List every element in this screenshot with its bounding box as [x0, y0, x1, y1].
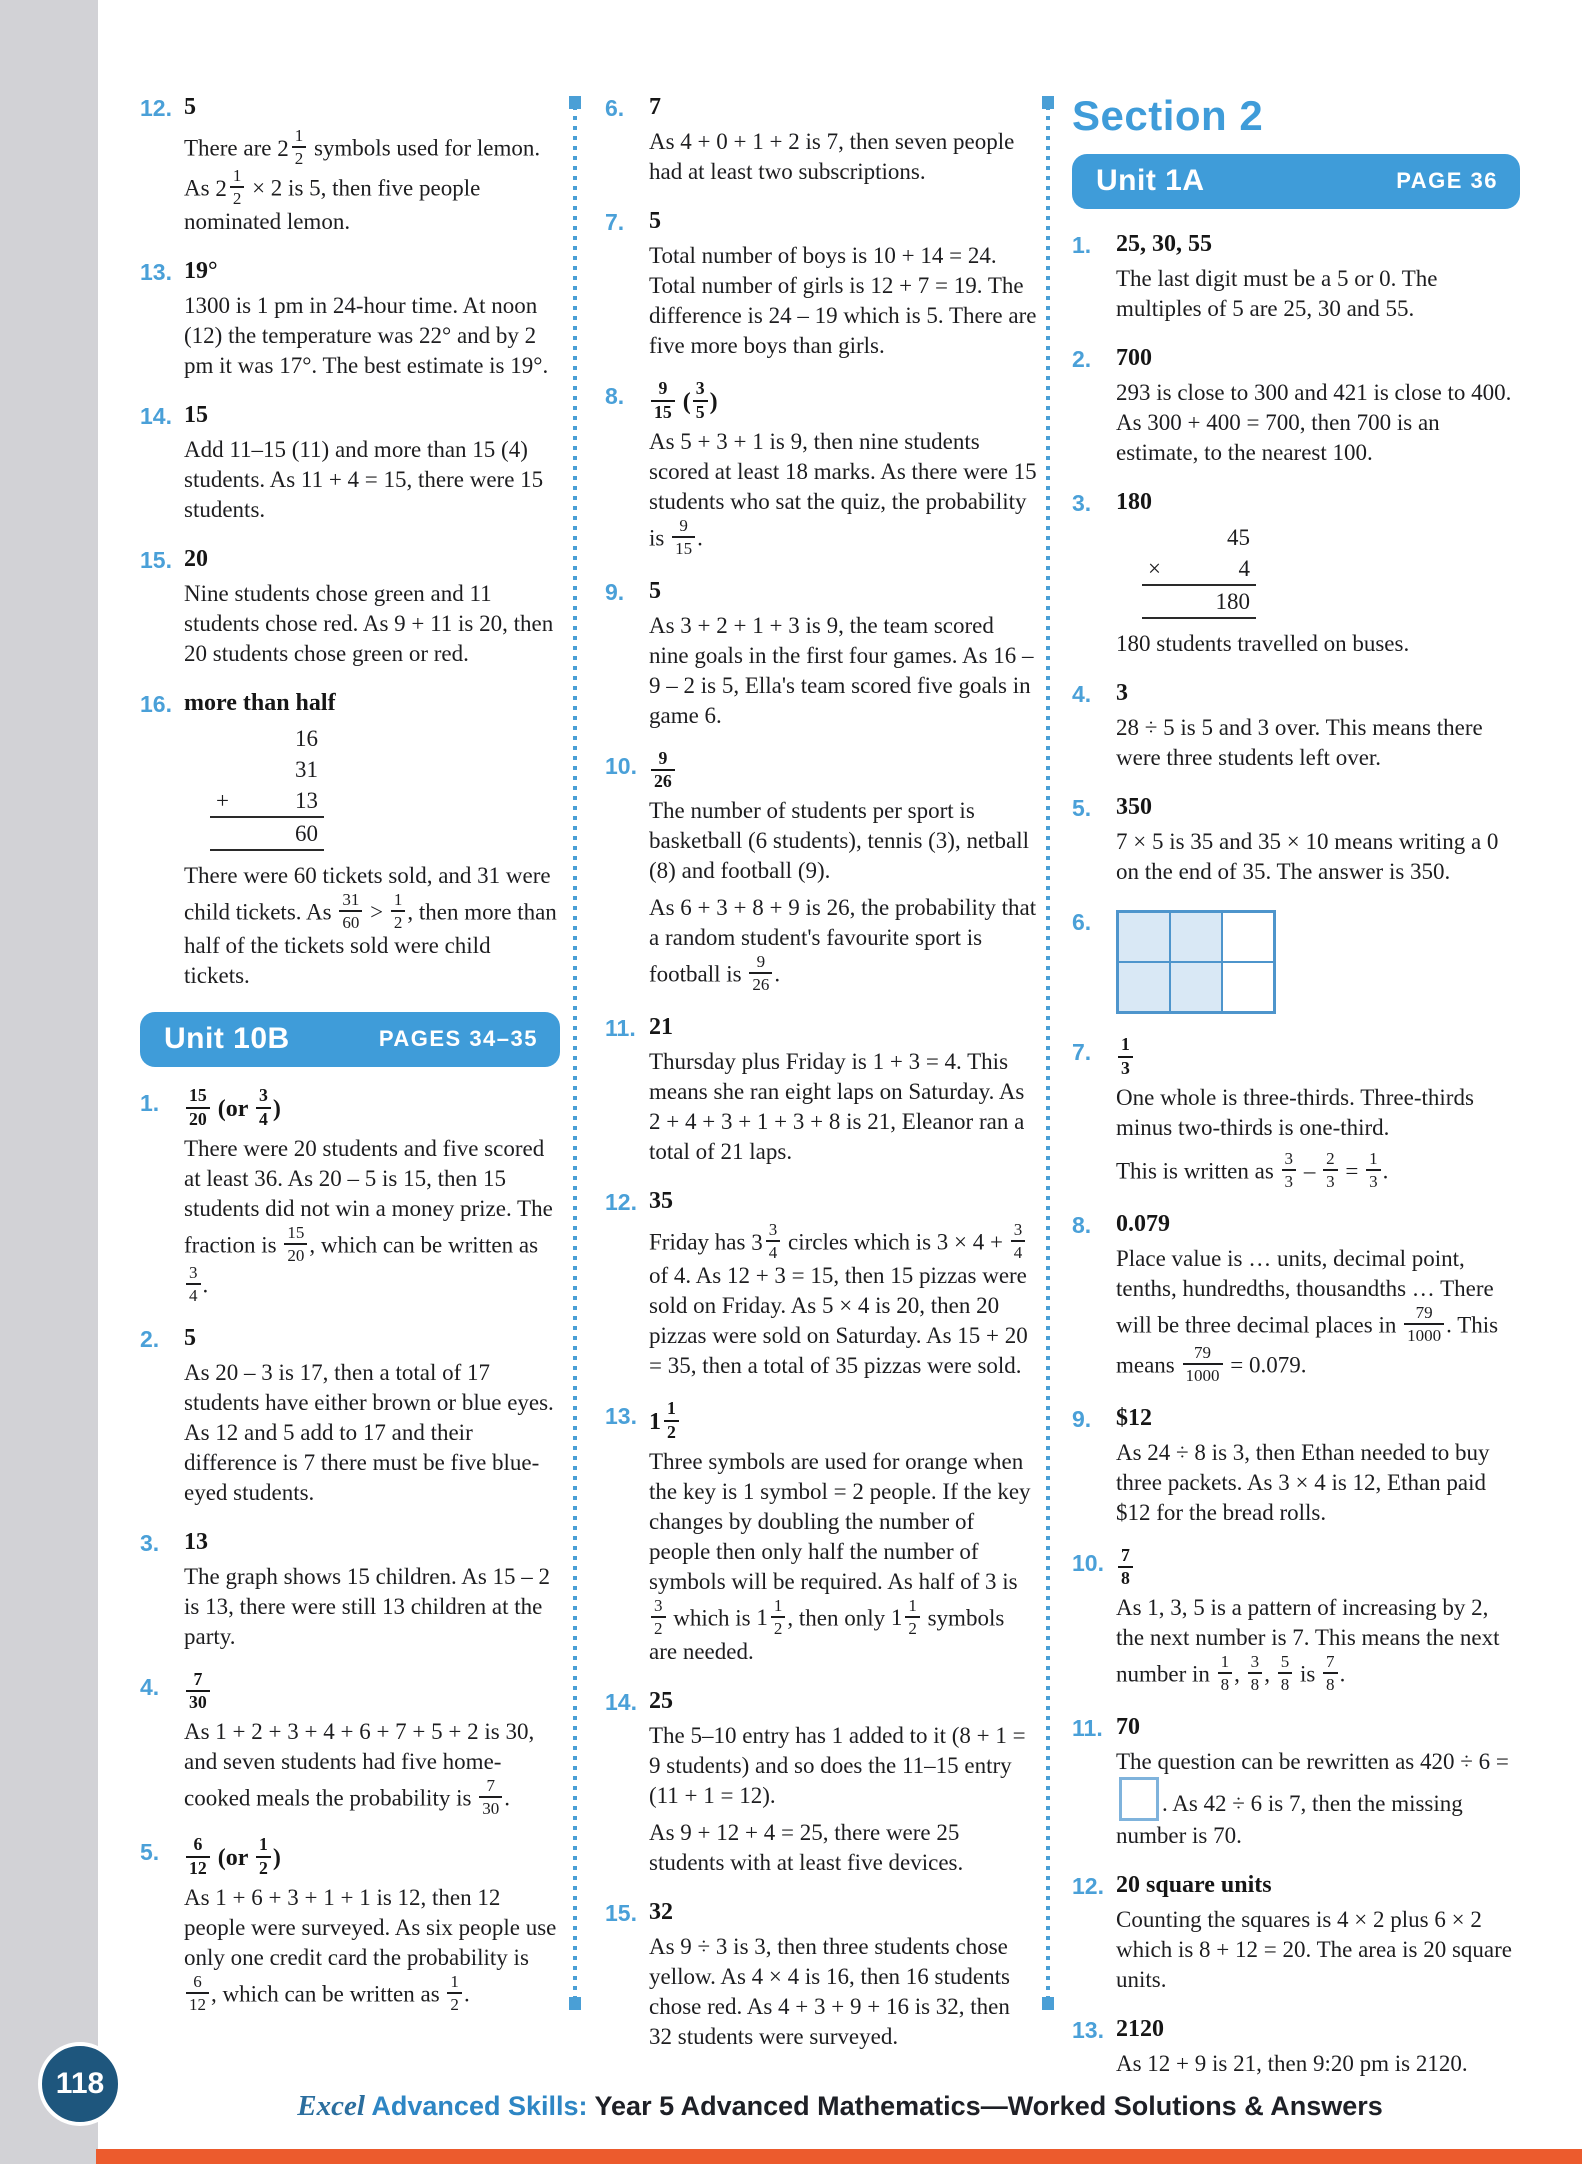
item-content: [184, 92, 560, 244]
operator: [1148, 522, 1174, 553]
fraction: $\frac{3}{2}$: [651, 1597, 666, 1637]
item-number: 12.: [605, 1189, 637, 1216]
answer: [1116, 1544, 1520, 1589]
solution-item: [140, 1527, 560, 1659]
fraction: $\frac{9}{15}$: [672, 517, 695, 557]
item-content: [1116, 1209, 1520, 1391]
solution-item: [605, 92, 1037, 194]
explanation-paragraph: Thursday plus Friday is 1 + 3 = 4. This means she ran eight laps on Saturday. As 2 + 4 + 3 + 1 + 3 + 8 is 21, Eleanor ran a total of 21 laps.: [649, 1049, 1025, 1165]
explanation-paragraph: Add 11–15 (11) and more than 15 (4) students. As 11 + 4 = 15, there were 15 students.: [184, 437, 544, 523]
explanation-paragraph: 28 ÷ 5 is 5 and 3 over. This means there were three students left over.: [1116, 715, 1483, 770]
grid-cell: [1118, 962, 1170, 1012]
footer-title: Year 5 Advanced Mathematics—Worked Solutions & Answers: [594, 2091, 1383, 2121]
explanation-paragraph: As 24 ÷ 8 is 3, then Ethan needed to buy three packets. As 3 × 4 is 12, Ethan paid $12 for the bread rolls.: [1116, 1439, 1490, 1525]
item-number: 11.: [605, 1015, 636, 1042]
item-number: 10.: [605, 752, 637, 779]
item-content: [649, 206, 1037, 368]
solution-item: [140, 544, 560, 676]
item-number: 4.: [140, 1673, 160, 1700]
item-content: [649, 747, 1037, 1001]
explanation-paragraph: 1300 is 1 pm in 24-hour time. At noon (12) the temperature was 22° and by 2 pm it was 17°. The best estimate is 19°.: [184, 293, 549, 379]
item-content: [184, 544, 560, 676]
answer: 5: [649, 577, 661, 604]
column-2: [605, 92, 1037, 2071]
fraction-grid: [1116, 910, 1276, 1014]
mixed-number: 1 $\frac{1}{2}$: [756, 1605, 787, 1630]
working-row: [210, 723, 324, 754]
page-number: 118: [55, 2067, 105, 2100]
explanation-paragraph: The graph shows 15 children. As 15 – 2 is 13, there were still 13 children at the party.: [184, 1563, 551, 1649]
explanation-paragraph: There were 60 tickets sold, and 31 were child tickets. As $\frac{31}{60}$ > $\frac{1}{2}$ , then more than half of the tickets sold were child tickets.: [184, 863, 557, 989]
fraction: $\frac{9}{26}$: [651, 750, 675, 792]
item-number: 2.: [1072, 346, 1092, 372]
operator: +: [216, 788, 229, 814]
explanation-paragraph: As 6 + 3 + 8 + 9 is 26, the probability that a random student's favourite sport is football is $\frac{9}{26}$ .: [649, 895, 1037, 995]
fraction: $\frac{3}{3}$: [1282, 1150, 1297, 1190]
operand: 45: [1227, 525, 1250, 550]
item-content: [1116, 1403, 1520, 1535]
fraction: $\frac{3}{8}$: [1248, 1653, 1263, 1693]
answer: 5: [184, 94, 196, 120]
column-separator-1: [573, 106, 577, 2006]
solution-item: [140, 1668, 560, 1825]
answer: 25: [649, 1687, 673, 1714]
mixed-number: 1 $\frac{1}{2}$: [891, 1605, 922, 1630]
answer: 2120: [1116, 2016, 1164, 2043]
item-number: 1.: [1072, 232, 1092, 258]
fraction: $\frac{3}{4}$: [256, 1087, 271, 1129]
mixed-number: 2 $\frac{1}{2}$: [215, 176, 246, 201]
item-number: 10.: [1072, 1549, 1104, 1576]
item-number: 6.: [1072, 909, 1092, 935]
answer: [1116, 1036, 1520, 1078]
fraction: $\frac{15}{20}$: [284, 1224, 307, 1264]
explanation-paragraph: Three symbols are used for orange when the key is 1 symbol = 2 people. If the key changes by doubling the number of people then only half the number of symbols will be required. As half of 3 is $\frac{3}{2}$ which is 1 $\frac{1}{2}$ , then only 1 $\frac{1}{2}$ symbols are needed.: [649, 1448, 1031, 1664]
item-number: 8.: [1072, 1211, 1092, 1238]
unit-header: [140, 1012, 560, 1067]
fraction: $\frac{7}{30}$: [479, 1777, 502, 1817]
grid-cell: [1222, 962, 1274, 1012]
solution-item: [1072, 343, 1520, 475]
solution-item: [605, 1686, 1037, 1885]
fraction: $\frac{7}{8}$: [1323, 1653, 1338, 1693]
operand: 31: [295, 757, 318, 783]
vertical-working: [1142, 522, 1256, 619]
vertical-working: [210, 723, 324, 851]
item-number: 12.: [140, 95, 172, 121]
explanation-paragraph: The question can be rewritten as 420 ÷ 6 = . As 42 ÷ 6 is 7, then the missing number is 70.: [1116, 1749, 1509, 1849]
answer: 180: [1116, 489, 1152, 515]
solution-item: [605, 1400, 1037, 1674]
item-number: 2.: [140, 1325, 160, 1352]
item-number: 9.: [605, 578, 625, 605]
fraction: $\frac{31}{60}$: [339, 891, 362, 931]
section-title: Section 2: [1072, 92, 1264, 139]
item-number: 13.: [140, 259, 172, 286]
explanation-paragraph: This is written as $\frac{3}{3}$ – $\frac{2}{3}$ = $\frac{1}{3}$ .: [1116, 1148, 1389, 1191]
answer: 32: [649, 1898, 673, 1925]
answer: more than half: [184, 690, 336, 717]
item-content: [1116, 906, 1520, 1024]
solution-item: [1072, 229, 1520, 331]
explanation-paragraph: As 5 + 3 + 1 is 9, then nine students scored at least 18 marks. As there were 15 students who sat the quiz, the probability is $\frac{9}{15}$ .: [649, 428, 1037, 558]
fraction: $\frac{9}{26}$: [749, 953, 772, 993]
answer: 20: [184, 546, 208, 573]
unit-title: Unit 1A: [1096, 164, 1205, 197]
answer: 5: [649, 208, 661, 234]
item-content: [649, 1400, 1037, 1674]
item-number: 4.: [1072, 681, 1092, 707]
mixed-number: 1 $\frac{1}{2}$: [649, 1409, 681, 1435]
grid-cell: [1170, 962, 1222, 1012]
fraction: $\frac{1}{2}$: [256, 1836, 271, 1878]
working-result-row: [210, 818, 324, 851]
operator: ×: [1148, 556, 1161, 581]
solution-item: [1072, 1036, 1520, 1197]
explanation-paragraph: 7 × 5 is 35 and 35 × 10 means writing a 0 on the end of 35. The answer is 350.: [1116, 829, 1499, 884]
solution-item: [605, 576, 1037, 738]
item-number: 7.: [1072, 1039, 1092, 1065]
answer: 15: [184, 402, 208, 429]
item-number: 11.: [1072, 1715, 1103, 1742]
explanation-paragraph: As 1, 3, 5 is a pattern of increasing by 2, the next number is 7. This means the next number in $\frac{1}{8}$ , $\frac{3}{8}$ , $\frac{5}{8}$ is $\frac{7}{8}$ .: [1116, 1595, 1500, 1695]
answer: [184, 1668, 560, 1713]
mixed-number: 2 $\frac{1}{2}$: [277, 136, 308, 161]
item-content: [184, 1527, 560, 1659]
explanation-paragraph: Counting the squares is 4 × 2 plus 6 × 2 which is 8 + 12 = 20. The area is 20 square units.: [1116, 1907, 1512, 1993]
solution-item: [140, 1087, 560, 1311]
fraction: $\frac{1}{3}$: [1118, 1036, 1133, 1078]
solution-item: [1072, 1403, 1520, 1535]
working-row: [210, 785, 324, 818]
solution-item: [1072, 1712, 1520, 1858]
solution-item: [140, 1836, 560, 2020]
item-content: [184, 256, 560, 388]
item-content: [184, 400, 560, 532]
solution-item: [605, 1186, 1037, 1388]
unit-pages-label: PAGE 36: [1396, 168, 1498, 193]
unit-header: [1072, 154, 1520, 209]
fraction: $\frac{3}{5}$: [693, 380, 708, 422]
item-content: [184, 1087, 560, 1311]
explanation-paragraph: 180 students travelled on buses.: [1116, 631, 1410, 656]
answer: 5: [184, 1324, 196, 1351]
fraction: $\frac{9}{15}$: [651, 380, 675, 422]
item-number: 7.: [605, 209, 625, 235]
fraction: $\frac{7}{8}$: [1118, 1547, 1133, 1589]
mixed-number: 3 $\frac{3}{4}$: [751, 1230, 782, 1255]
explanation-paragraph: Total number of boys is 10 + 14 = 24. Total number of girls is 12 + 7 = 19. The difference is 24 – 19 which is 5. There are five more boys than girls.: [649, 243, 1037, 358]
operand: 4: [1238, 556, 1250, 581]
item-number: 1.: [140, 1090, 160, 1117]
solution-item: [140, 256, 560, 388]
grid-cell: [1222, 912, 1274, 962]
solution-item: [1072, 2014, 1520, 2086]
item-content: [184, 688, 560, 998]
item-number: 14.: [140, 403, 172, 430]
fraction: $\frac{3}{4}$: [1011, 1221, 1026, 1261]
working-row: [1142, 522, 1256, 553]
answer: [649, 747, 1037, 792]
solution-item: [1072, 906, 1520, 1024]
item-content: [184, 1323, 560, 1515]
explanation-paragraph: Place value is … units, decimal point, tenths, hundredths, thousandths … There will be three decimal places in $\frac{79}{1000}$ . This means $\frac{79}{1000}$ = 0.079.: [1116, 1245, 1499, 1385]
footer-brand-excel: Excel: [297, 2090, 365, 2122]
explanation-paragraph: Friday has 3 $\frac{3}{4}$ circles which is 3 × 4 + $\frac{3}{4}$ of 4. As 12 + 3 = 15, then 15 pizzas were sold on Friday. As 5 × 4 is 20, then 20 pizzas were sold on Saturday. As 15 + 20 = 35, then a total of 35 pizzas were sold.: [649, 1220, 1028, 1379]
item-number: 6.: [605, 95, 625, 121]
unit-title: Unit 10B: [164, 1022, 290, 1056]
operator: [216, 723, 242, 754]
fraction: $\frac{2}{3}$: [1323, 1150, 1338, 1190]
item-content: [1116, 1712, 1520, 1858]
solution-item: [605, 380, 1037, 564]
item-number: 8.: [605, 383, 625, 409]
answer: 3: [1116, 680, 1128, 706]
answer: 19°: [184, 258, 218, 285]
operand: 16: [295, 726, 318, 752]
grid-cell: [1170, 912, 1222, 962]
answer: $\frac{9}{15}$ ( $\frac{3}{5}$ ): [649, 380, 1037, 422]
fraction: $\frac{79}{1000}$: [1183, 1344, 1223, 1384]
explanation-paragraph: As 9 ÷ 3 is 3, then three students chose yellow. As 4 × 4 is 16, then 16 students chose red. As 4 + 3 + 9 + 16 is 32, then 32 students were surveyed.: [649, 1933, 1010, 2049]
grid-cell: [1118, 912, 1170, 962]
footer: [98, 2090, 1582, 2123]
fraction: $\frac{15}{20}$: [186, 1087, 210, 1129]
explanation-paragraph: As 1 + 2 + 3 + 4 + 6 + 7 + 5 + 2 is 30, and seven students had five home-cooked meals the probability is $\frac{7}{30}$ .: [184, 1719, 535, 1819]
explanation-paragraph: One whole is three-thirds. Three-thirds minus two-thirds is one-third.: [1116, 1084, 1474, 1140]
item-number: 15.: [605, 1899, 637, 1926]
item-number: 3.: [1072, 490, 1092, 516]
explanation-paragraph: As 20 – 3 is 17, then a total of 17 students have either brown or blue eyes. As 12 and 5 add to 17 and their difference is 7 there must be five blue-eyed students.: [184, 1359, 554, 1505]
fraction: $\frac{79}{1000}$: [1404, 1304, 1444, 1344]
fraction: $\frac{3}{4}$: [186, 1264, 201, 1304]
answer: 7: [649, 94, 661, 120]
item-number: 13.: [1072, 2017, 1104, 2044]
explanation-paragraph: As 4 + 0 + 1 + 2 is 7, then seven people had at least two subscriptions.: [649, 129, 1015, 184]
item-content: [1116, 343, 1520, 475]
answer: $\frac{15}{20}$ (or $\frac{3}{4}$ ): [184, 1087, 560, 1129]
item-number: 14.: [605, 1688, 637, 1715]
explanation-paragraph: 293 is close to 300 and 421 is close to 400. As 300 + 400 = 700, then 700 is an estimate, to the nearest 100.: [1116, 380, 1512, 465]
fraction: $\frac{1}{2}$: [447, 1973, 462, 2013]
item-number: 5.: [1072, 795, 1092, 821]
solution-item: [1072, 678, 1520, 780]
item-content: [1116, 792, 1520, 894]
item-number: 15.: [140, 547, 172, 574]
operator: [216, 754, 242, 785]
solution-item: [1072, 792, 1520, 894]
answer: 25, 30, 55: [1116, 231, 1212, 257]
result: 60: [295, 821, 318, 847]
solution-item: [1072, 1544, 1520, 1701]
explanation-paragraph: The 5–10 entry has 1 added to it (8 + 1 = 9 students) and so does the 11–15 entry (11 + 1 = 12).: [649, 1722, 1026, 1808]
explanation-paragraph: The number of students per sport is basketball (6 students), tennis (3), netball (8) and football (9).: [649, 798, 1030, 884]
item-content: [1116, 1870, 1520, 2002]
solution-item: [1072, 1209, 1520, 1391]
working-row: [1142, 553, 1256, 586]
answer: 20 square units: [1116, 1872, 1272, 1899]
fraction: $\frac{1}{2}$: [391, 891, 406, 931]
item-number: 16.: [140, 691, 172, 718]
explanation-paragraph: As 1 + 6 + 3 + 1 + 1 is 12, then 12 people were surveyed. As six people use only one credit card the probability is $\frac{6}{12}$ , which can be written as $\frac{1}{2}$ .: [184, 1884, 557, 2014]
missing-number-box: [1119, 1777, 1159, 1821]
answer: 0.079: [1116, 1210, 1170, 1237]
column-separator-2: [1046, 106, 1050, 2006]
explanation-paragraph: As 9 + 12 + 4 = 25, there were 25 students with at least five devices.: [649, 1819, 964, 1875]
solution-item: [140, 400, 560, 532]
explanation-paragraph: As 12 + 9 is 21, then 9:20 pm is 2120.: [1116, 2051, 1468, 2077]
item-number: 3.: [140, 1529, 160, 1556]
answer: $12: [1116, 1404, 1152, 1431]
item-number: 13.: [605, 1403, 637, 1430]
answer: 700: [1116, 345, 1152, 371]
answer: 70: [1116, 1714, 1140, 1741]
item-content: [184, 1836, 560, 2020]
item-content: [649, 576, 1037, 738]
fraction: $\frac{7}{30}$: [186, 1671, 210, 1713]
explanation-paragraph: The last digit must be a 5 or 0. The multiples of 5 are 25, 30 and 55.: [1116, 266, 1438, 321]
item-content: [649, 1686, 1037, 1885]
answer: [649, 1400, 1037, 1442]
fraction: $\frac{5}{8}$: [1278, 1653, 1293, 1693]
item-content: [1116, 1544, 1520, 1701]
fraction: $\frac{6}{12}$: [186, 1973, 209, 2013]
page-edge-strip: [0, 0, 98, 2164]
operand: 13: [295, 788, 318, 814]
working-row: [210, 754, 324, 785]
item-content: [649, 1897, 1037, 2059]
item-content: [184, 1668, 560, 1825]
solution-item: [605, 206, 1037, 368]
item-content: [1116, 678, 1520, 780]
answer: 13: [184, 1528, 208, 1555]
solution-item: [605, 1012, 1037, 1174]
answer: 35: [649, 1188, 673, 1215]
solution-item: [1072, 1870, 1520, 2002]
unit-pages-label: PAGES 34–35: [378, 1026, 538, 1052]
solution-item: [140, 92, 560, 244]
column-3: [1072, 92, 1520, 2098]
footer-brand-skills: Advanced Skills:: [371, 2091, 588, 2121]
item-content: [649, 380, 1037, 564]
item-number: 9.: [1072, 1405, 1092, 1432]
page-bottom-tab: [96, 2149, 1582, 2164]
item-content: [1116, 1036, 1520, 1197]
item-content: [649, 1186, 1037, 1388]
item-content: [649, 92, 1037, 194]
explanation-paragraph: There are 2 $\frac{1}{2}$ symbols used for lemon. As 2 $\frac{1}{2}$ × 2 is 5, then five people nominated lemon.: [184, 126, 541, 235]
item-number: 12.: [1072, 1873, 1104, 1900]
item-number: 5.: [140, 1839, 160, 1866]
explanation-paragraph: As 3 + 2 + 1 + 3 is 9, the team scored nine goals in the first four games. As 16 – 9 – 2 is 5, Ella's team scored five goals in game 6.: [649, 612, 1034, 728]
fraction: $\frac{1}{8}$: [1218, 1653, 1233, 1693]
working-result-row: [1142, 586, 1256, 619]
item-content: [1116, 2014, 1520, 2086]
fraction: $\frac{6}{12}$: [186, 1836, 210, 1878]
explanation-paragraph: There were 20 students and five scored at least 36. As 20 – 5 is 15, then 15 students did not win a money prize. The fraction is $\frac{15}{20}$ , which can be written as $\frac{3}{4}$ .: [184, 1135, 553, 1305]
result: 180: [1215, 589, 1250, 614]
item-content: [1116, 229, 1520, 331]
answer: 350: [1116, 794, 1152, 820]
solution-item: [140, 688, 560, 998]
item-content: [649, 1012, 1037, 1174]
explanation-paragraph: Nine students chose green and 11 students chose red. As 9 + 11 is 20, then 20 students chose green or red.: [184, 581, 554, 667]
solution-item: [1072, 487, 1520, 666]
item-content: [1116, 487, 1520, 666]
column-1: [140, 92, 560, 2032]
fraction: $\frac{1}{3}$: [1366, 1150, 1381, 1190]
solution-item: [605, 747, 1037, 1001]
answer: 21: [649, 1014, 673, 1041]
solution-item: [605, 1897, 1037, 2059]
solution-item: [140, 1323, 560, 1515]
answer: $\frac{6}{12}$ (or $\frac{1}{2}$ ): [184, 1836, 560, 1878]
